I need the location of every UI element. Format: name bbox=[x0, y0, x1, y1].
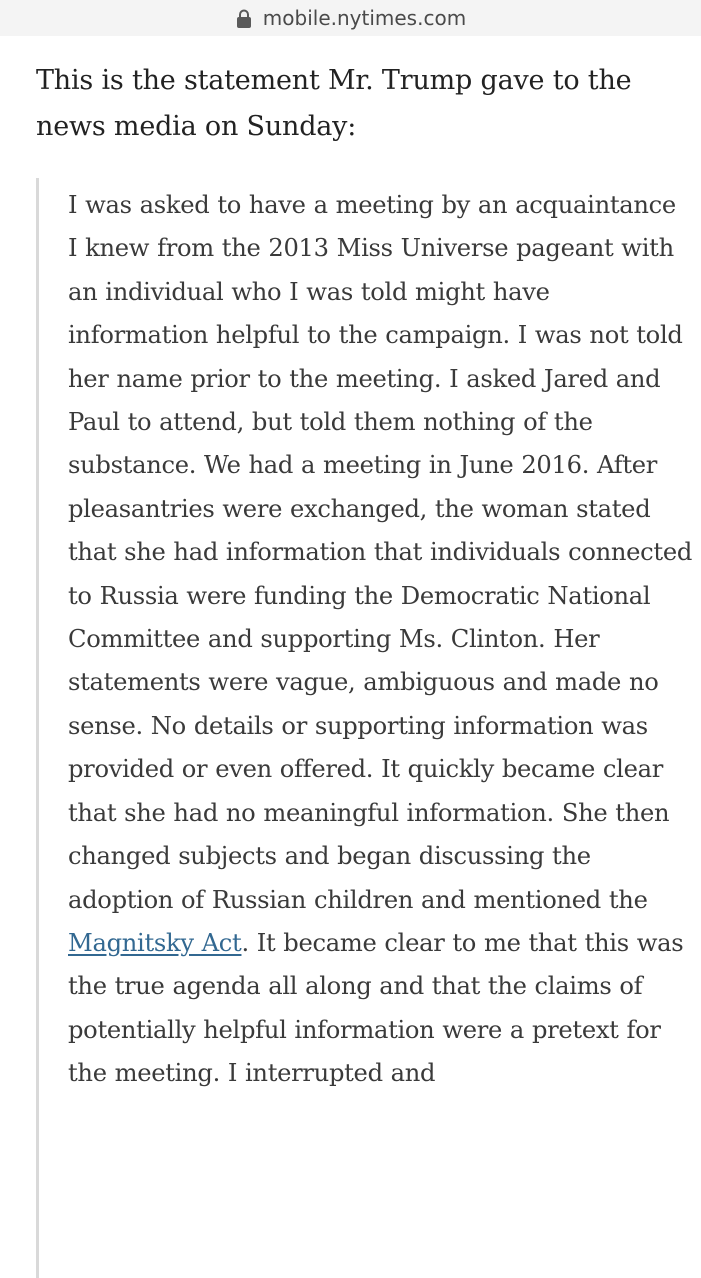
statement-blockquote bbox=[36, 178, 693, 1278]
article-intro: This is the statement Mr. Trump gave to the news media on Sunday: bbox=[36, 65, 632, 142]
address-bar[interactable] bbox=[0, 0, 701, 36]
statement-text-part-1: I was asked to have a meeting by an acquaintance I knew from the 2013 Miss Universe pageant with an individual who I was told might have information helpful to the campaign. I was not told her name prior to the meeting. I asked Jared and Paul to attend, but told them nothing of the substance. We had a meeting in June 2016. After pleasantries were exchanged, the woman stated that she had information that individuals connected to Russia were funding the Democratic National Committee and supporting Ms. Clinton. Her statements were vague, ambiguous and made no sense. No details or supporting information was provided or even offered. It quickly became clear that she had no meaningful information. She then changed subjects and began discussing the adoption of Russian children and mentioned the bbox=[68, 191, 693, 914]
article-body bbox=[36, 58, 676, 150]
magnitsky-act-link[interactable]: Magnitsky Act bbox=[68, 928, 242, 957]
url-text: mobile.nytimes.com bbox=[262, 6, 467, 30]
statement-text-part-2: . It became clear to me that this was the true agenda all along and that the claims of potentially helpful information were a pretext for the meeting. I interrupted and bbox=[68, 928, 684, 1088]
statement-text bbox=[68, 178, 693, 1096]
lock-icon bbox=[235, 9, 253, 29]
